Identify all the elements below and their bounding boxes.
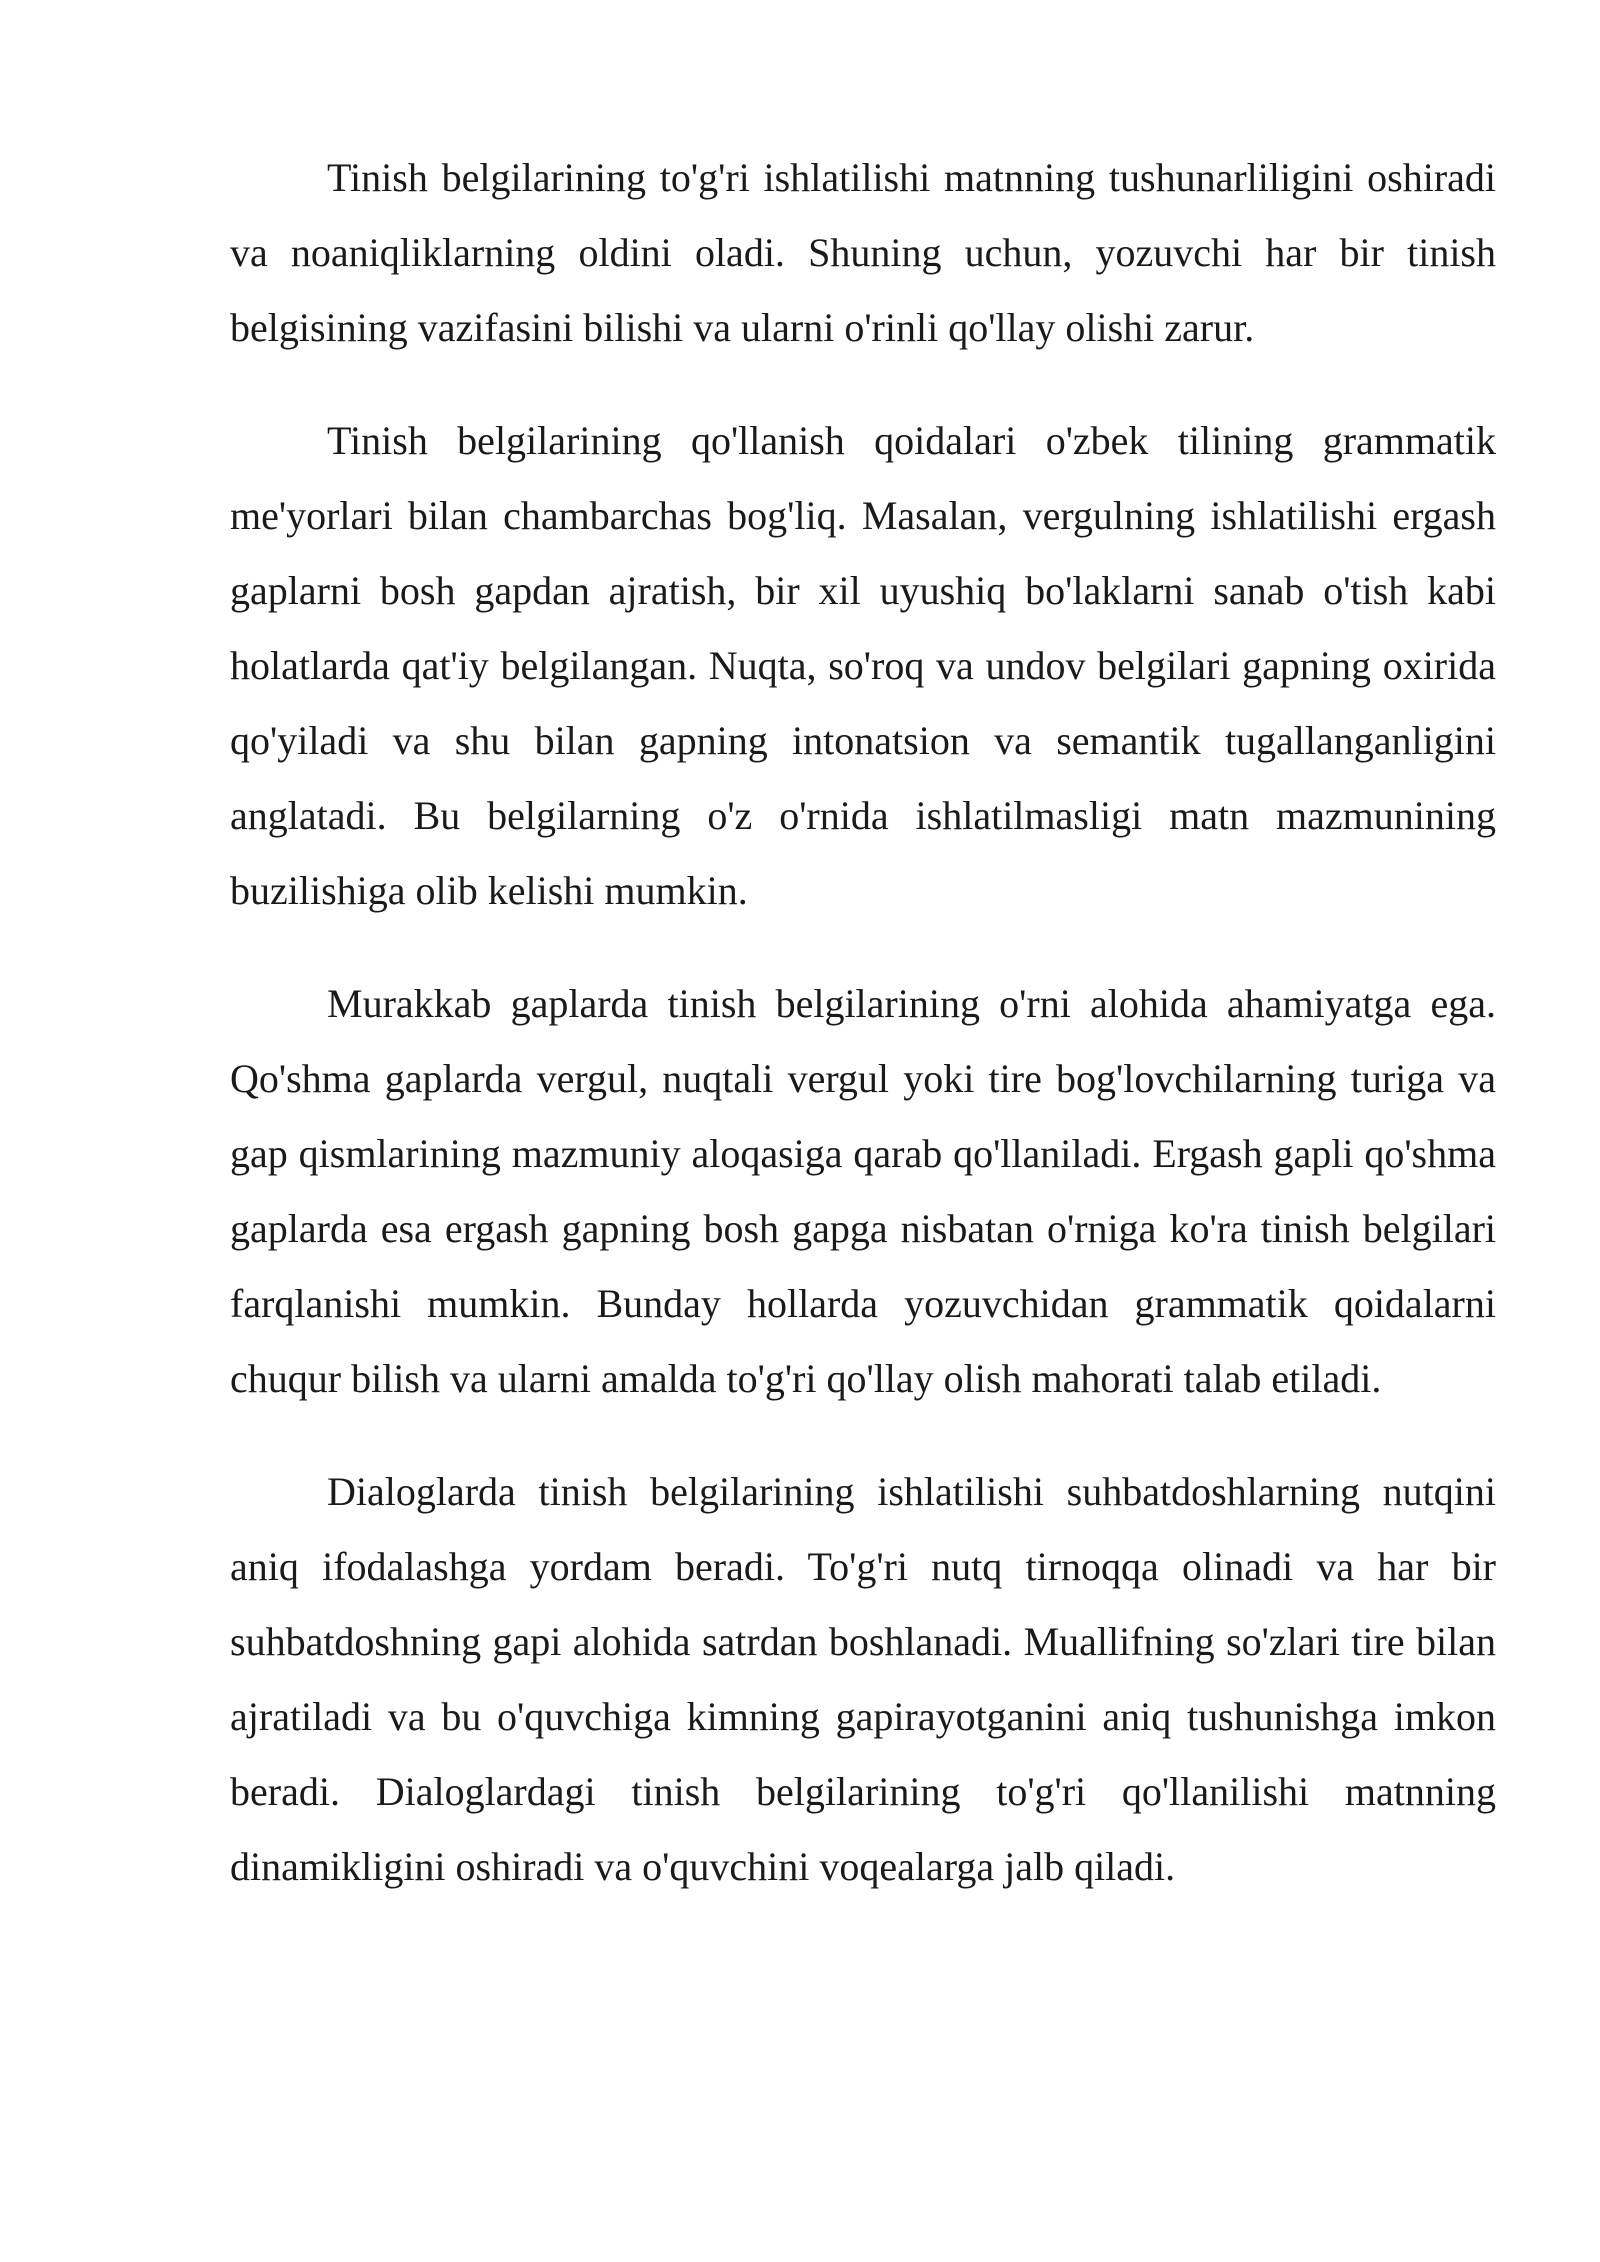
- paragraph: Dialoglarda tinish belgilarining ishlatilishi suhbatdoshlarning nutqini aniq ifodalashga yordam beradi. To'g'ri nutq tirnoqqa olinadi va har bir suhbatdoshning gapi alohida satrdan boshlanadi. Muallifning so'zlari tire bilan ajratiladi va bu o'quvchiga kimning gapirayotganini aniq tushunishga imkon beradi. Dialoglardagi tinish belgilarining to'g'ri qo'llanilishi matnning dinamikligini oshiradi va o'quvchini voqealarga jalb qiladi.: [230, 1469, 1496, 1889]
- paragraph: Tinish belgilarining to'g'ri ishlatilishi matnning tushunarliligini oshiradi va noaniqliklarning oldini oladi. Shuning uchun, yozuvchi har bir tinish belgisining vazifasini bilishi va ularni o'rinli qo'llay olishi zarur.: [230, 155, 1496, 350]
- paragraph: Tinish belgilarining qo'llanish qoidalari o'zbek tilining grammatik me'yorlari bilan chambarchas bog'liq. Masalan, vergulning ishlatilishi ergash gaplarni bosh gapdan ajratish, bir xil uyushiq bo'laklarni sanab o'tish kabi holatlarda qat'iy belgilangan. Nuqta, so'roq va undov belgilari gapning oxirida qo'yiladi va shu bilan gapning intonatsion va semantik tugallanganligini anglatadi. Bu belgilarning o'z o'rnida ishlatilmasligi matn mazmunining buzilishiga olib kelishi mumkin.: [230, 418, 1496, 913]
- document-body: [230, 140, 1496, 1942]
- paragraph: Murakkab gaplarda tinish belgilarining o'rni alohida ahamiyatga ega. Qo'shma gaplarda vergul, nuqtali vergul yoki tire bog'lovchilarning turiga va gap qismlarining mazmuniy aloqasiga qarab qo'llaniladi. Ergash gapli qo'shma gaplarda esa ergash gapning bosh gapga nisbatan o'rniga ko'ra tinish belgilari farqlanishi mumkin. Bunday hollarda yozuvchidan grammatik qoidalarni chuqur bilish va ularni amalda to'g'ri qo'llay olish mahorati talab etiladi.: [230, 981, 1496, 1401]
